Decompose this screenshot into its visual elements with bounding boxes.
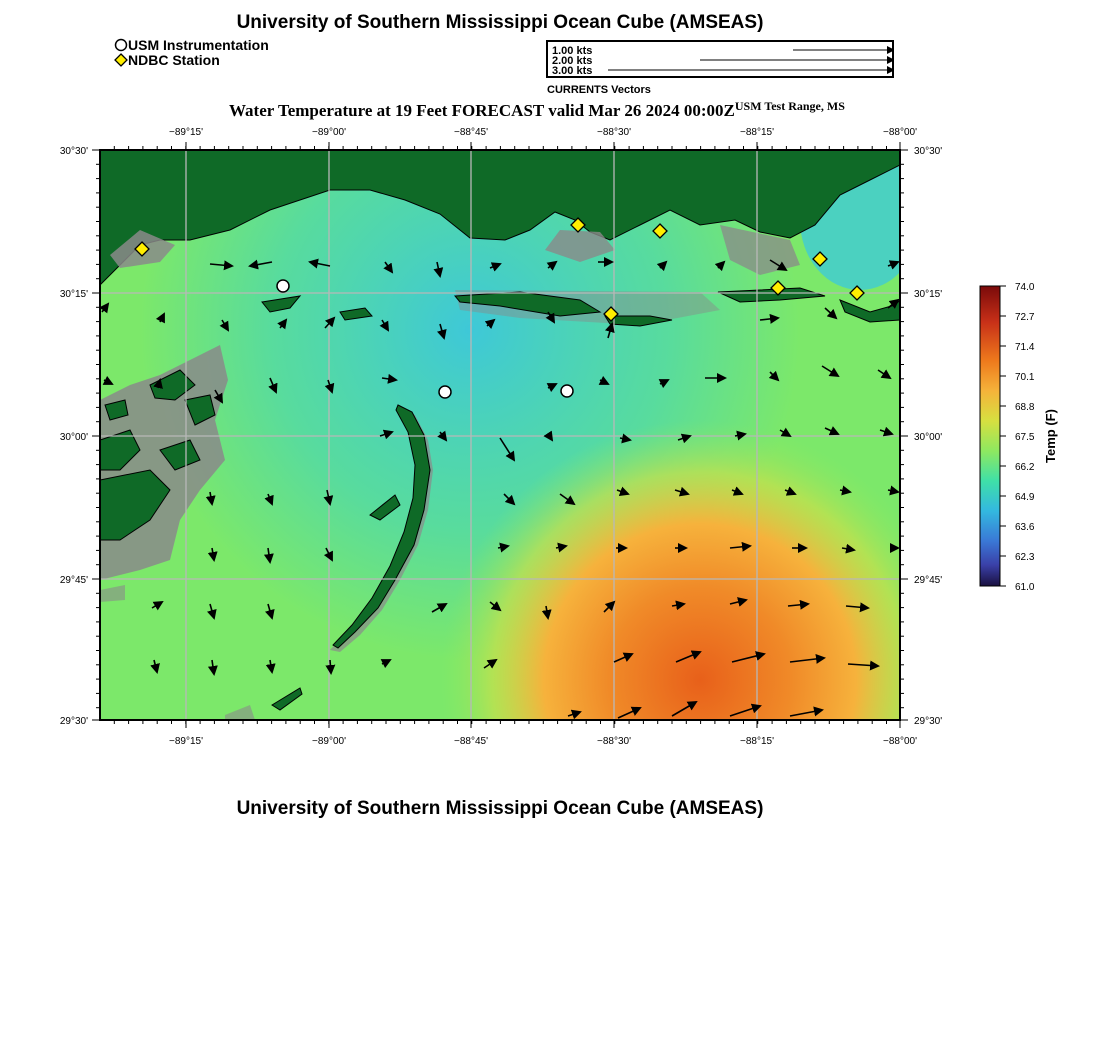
map-area xyxy=(100,150,920,720)
lat-tick-label: 30°15' xyxy=(59,289,88,300)
lat-tick-label: 30°00' xyxy=(914,432,943,443)
colorbar-label: Temp (F) xyxy=(1043,409,1058,463)
colorbar-tick-label: 72.7 xyxy=(1015,312,1035,323)
colorbar-tick-label: 74.0 xyxy=(1015,282,1035,293)
colorbar-ticks xyxy=(1000,286,1006,586)
scale-label-3: 3.00 kts xyxy=(552,65,593,77)
colorbar-tick-label: 61.0 xyxy=(1015,582,1035,593)
lon-tick-label: −88°45' xyxy=(454,736,488,747)
lon-tick-label: −88°15' xyxy=(740,127,774,138)
colorbar-tick-label: 68.8 xyxy=(1015,402,1035,413)
lon-tick-label: −88°30' xyxy=(597,127,631,138)
lat-tick-label: 30°00' xyxy=(59,432,88,443)
colorbar-tick-label: 70.1 xyxy=(1015,372,1035,383)
current-vector-arrow xyxy=(330,660,331,673)
colorbar xyxy=(980,282,1058,593)
main-title: University of Southern Mississippi Ocean Cube (AMSEAS) xyxy=(236,12,764,33)
colorbar-tick-label: 62.3 xyxy=(1015,552,1035,563)
subtitle-location: USM Test Range, MS xyxy=(734,99,845,113)
colorbar-tick-label: 64.9 xyxy=(1015,492,1035,503)
footer-title: University of Southern Mississippi Ocean Cube (AMSEAS) xyxy=(236,798,764,819)
lat-tick-label: 29°30' xyxy=(59,716,88,727)
lon-tick-label: −89°00' xyxy=(312,736,346,747)
usm-instrument-marker[interactable] xyxy=(561,385,573,397)
lat-tick-label: 30°15' xyxy=(914,289,943,300)
colorbar-tick-label: 63.6 xyxy=(1015,522,1035,533)
lon-ticks-bottom xyxy=(169,736,917,747)
colorbar-tick-label: 67.5 xyxy=(1015,432,1035,443)
lon-tick-label: −88°00' xyxy=(883,736,917,747)
lon-tick-label: −89°15' xyxy=(169,736,203,747)
usm-instrument-marker[interactable] xyxy=(439,386,451,398)
lon-ticks-top xyxy=(169,127,917,138)
vectors-caption: CURRENTS Vectors xyxy=(547,84,651,96)
colorbar-tick-label: 66.2 xyxy=(1015,462,1035,473)
scale-label-1: 1.00 kts xyxy=(552,45,593,57)
lat-tick-label: 29°30' xyxy=(914,716,943,727)
legend-ndbc-label: NDBC Station xyxy=(128,52,220,68)
lon-tick-label: −89°15' xyxy=(169,127,203,138)
lat-ticks-left xyxy=(60,146,88,727)
usm-instrument-marker[interactable] xyxy=(277,280,289,292)
lon-tick-label: −88°15' xyxy=(740,736,774,747)
subtitle-main: Water Temperature at 19 Feet FORECAST valid Mar 26 2024 00:00Z xyxy=(229,101,735,120)
lat-tick-label: 30°30' xyxy=(59,146,88,157)
lat-tick-label: 29°45' xyxy=(914,575,943,586)
lon-tick-label: −88°30' xyxy=(597,736,631,747)
lon-tick-label: −88°00' xyxy=(883,127,917,138)
colorbar-ramp xyxy=(980,286,1000,586)
colorbar-tick-label: 71.4 xyxy=(1015,342,1035,353)
lat-tick-label: 30°30' xyxy=(914,146,943,157)
legend-usm-label: USM Instrumentation xyxy=(128,37,269,53)
lon-tick-label: −89°00' xyxy=(312,127,346,138)
lat-ticks-right xyxy=(914,146,942,727)
lat-tick-label: 29°45' xyxy=(59,575,88,586)
lon-tick-label: −88°45' xyxy=(454,127,488,138)
scale-label-2: 2.00 kts xyxy=(552,55,593,67)
